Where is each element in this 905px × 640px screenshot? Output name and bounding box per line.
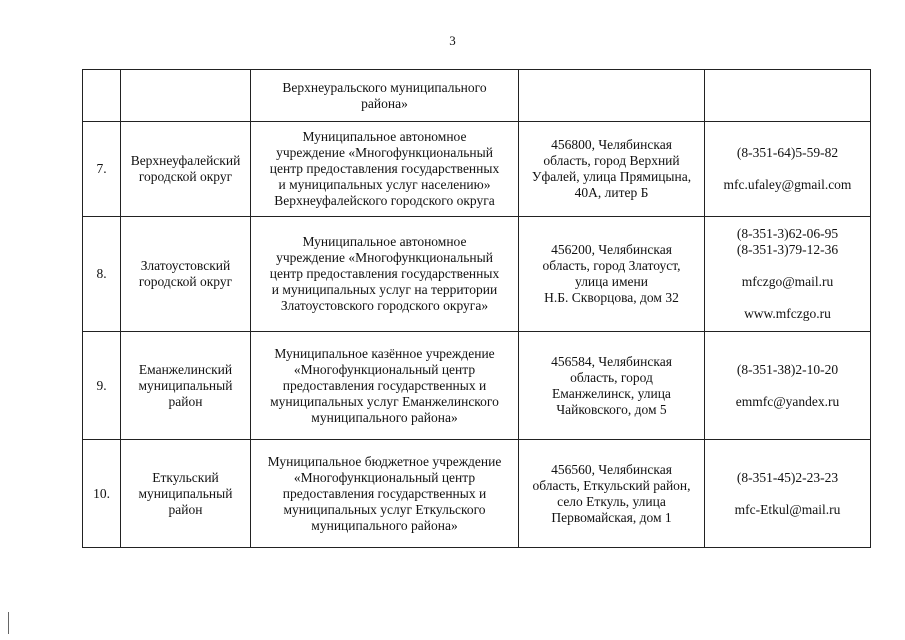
cell-municipality xyxy=(121,70,251,122)
cell-contacts xyxy=(705,70,871,122)
phone-number: (8-351-64)5-59-82 xyxy=(736,145,839,160)
org-line: муниципальных услуг Еманжелинского xyxy=(270,393,499,409)
org-line: муниципального района» xyxy=(311,409,458,425)
cell-number: 7. xyxy=(83,122,121,217)
table-row xyxy=(83,440,871,548)
cell-organization xyxy=(251,122,519,217)
org-line: учреждение «Многофункциональный xyxy=(276,145,493,160)
address-line: Первомайская, дом 1 xyxy=(551,509,672,525)
address-line: село Еткуль, улица xyxy=(557,493,666,509)
org-line: «Многофункциональный центр xyxy=(293,469,476,485)
org-line: «Многофункциональный центр xyxy=(293,361,476,377)
cell-municipality xyxy=(121,217,251,332)
org-line: Муниципальное автономное xyxy=(302,234,467,249)
municipality-line: район xyxy=(168,501,203,517)
email-link[interactable]: emmfc@yandex.ru xyxy=(735,393,840,409)
cell-contacts xyxy=(705,332,871,440)
address-line: 456200, Челябинская xyxy=(551,242,672,257)
org-line: Муниципальное бюджетное учреждение xyxy=(267,453,502,469)
phone-number: (8-351-3)62-06-95 xyxy=(736,226,839,241)
mfc-table xyxy=(82,69,871,548)
address-line: 456560, Челябинская xyxy=(551,461,672,477)
address-line: область, город Верхний xyxy=(543,153,680,168)
municipality-line: муниципальный xyxy=(138,377,233,393)
cell-address xyxy=(519,70,705,122)
address-line: 40А, литер Б xyxy=(574,185,649,200)
phone-number: (8-351-3)79-12-36 xyxy=(736,242,839,257)
cell-municipality xyxy=(121,440,251,548)
cell-organization xyxy=(251,440,519,548)
cell-organization xyxy=(251,70,519,122)
municipality-line: муниципальный xyxy=(138,485,233,501)
org-line: Златоустовского городского округа» xyxy=(280,298,489,313)
cell-number: 9. xyxy=(83,332,121,440)
org-line: Муниципальное казённое учреждение xyxy=(274,345,495,361)
address-line: Чайковского, дом 5 xyxy=(556,401,667,417)
address-line: область, город xyxy=(570,369,653,385)
org-line: Верхнеуфалейского городского округа xyxy=(274,193,495,208)
table-row xyxy=(83,217,871,332)
address-line: 456584, Челябинская xyxy=(551,353,672,369)
cell-contacts xyxy=(705,217,871,332)
cell-number: 10. xyxy=(83,440,121,548)
margin-mark xyxy=(8,612,9,634)
phone-number: (8-351-38)2-10-20 xyxy=(736,361,839,377)
org-line: предоставления государственных и xyxy=(282,377,487,393)
address-line: улица имени xyxy=(575,274,648,289)
address-line: Н.Б. Скворцова, дом 32 xyxy=(544,290,679,305)
email-link[interactable]: mfczgo@mail.ru xyxy=(741,274,834,289)
cell-number: 8. xyxy=(83,217,121,332)
org-line: учреждение «Многофункциональный xyxy=(276,250,493,265)
address-line: Уфалей, улица Прямицына, xyxy=(531,169,692,184)
municipality-line: Еткульский xyxy=(152,469,219,485)
page-number: 3 xyxy=(449,33,456,48)
phone-number: (8-351-45)2-23-23 xyxy=(736,469,839,485)
org-line: центр предоставления государственных xyxy=(269,161,500,176)
municipality-line: городской округ xyxy=(138,169,233,184)
email-link[interactable]: mfc.ufaley@gmail.com xyxy=(723,177,852,192)
cell-address xyxy=(519,217,705,332)
municipality-line: Еманжелинский xyxy=(138,361,233,377)
cell-municipality xyxy=(121,122,251,217)
website-link[interactable]: www.mfczgo.ru xyxy=(744,306,831,321)
cell-number xyxy=(83,70,121,122)
org-line: и муниципальных услуг населению» xyxy=(278,177,491,192)
municipality-line: район xyxy=(168,393,203,409)
cell-address xyxy=(519,332,705,440)
cell-address xyxy=(519,122,705,217)
email-link[interactable]: mfc-Etkul@mail.ru xyxy=(734,501,841,517)
org-line: предоставления государственных и xyxy=(282,485,487,501)
municipality-line: городской округ xyxy=(138,274,233,289)
address-line: 456800, Челябинская xyxy=(551,137,672,152)
org-line: района» xyxy=(361,95,408,111)
org-line: Муниципальное автономное xyxy=(302,129,467,144)
address-line: область, город Златоуст, xyxy=(542,258,681,273)
cell-organization xyxy=(251,217,519,332)
org-line: Верхнеуральского муниципального xyxy=(282,79,487,95)
municipality-line: Златоустовский xyxy=(140,258,231,273)
cell-contacts xyxy=(705,440,871,548)
table-row xyxy=(83,122,871,217)
table-row xyxy=(83,332,871,440)
cell-municipality xyxy=(121,332,251,440)
cell-contacts xyxy=(705,122,871,217)
address-line: область, Еткульский район, xyxy=(532,477,691,493)
cell-address xyxy=(519,440,705,548)
org-line: муниципальных услуг Еткульского xyxy=(283,501,486,517)
org-line: муниципального района» xyxy=(311,517,458,533)
org-line: и муниципальных услуг на территории xyxy=(271,282,498,297)
municipality-line: Верхнеуфалейский xyxy=(130,153,241,168)
table-row-continuation xyxy=(83,70,871,122)
cell-organization xyxy=(251,332,519,440)
org-line: центр предоставления государственных xyxy=(269,266,500,281)
address-line: Еманжелинск, улица xyxy=(552,385,671,401)
